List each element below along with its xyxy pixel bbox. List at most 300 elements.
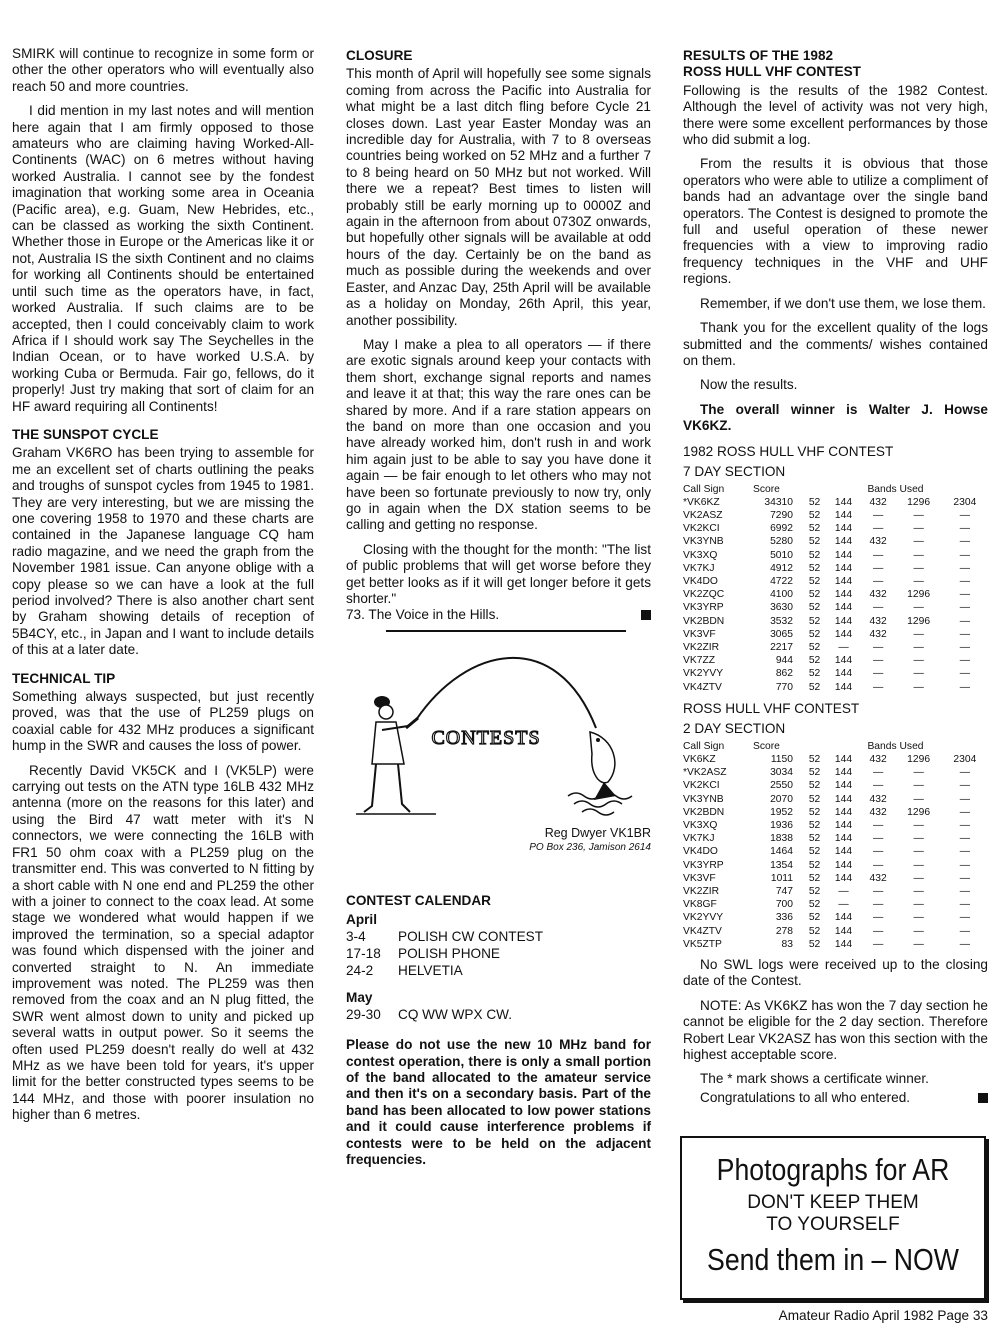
score-cell: 3065 — [770, 628, 793, 640]
band-cell: 144 — [834, 753, 853, 765]
table-row — [683, 681, 988, 694]
band-cell: 52 — [808, 899, 821, 911]
band-cell: — — [959, 668, 971, 680]
band-cell: — — [959, 767, 971, 779]
band-cell: — — [873, 938, 884, 950]
band-cell: 52 — [808, 886, 821, 898]
band-cell: 52 — [808, 536, 821, 548]
call-sign-cell: VK3VF — [683, 628, 716, 640]
contests-label: CONTESTS — [431, 726, 541, 749]
score-cell: 4722 — [770, 575, 793, 587]
calendar-month: May — [346, 990, 373, 1006]
table-row — [683, 793, 988, 806]
column-1 — [12, 46, 314, 1132]
band-cell: 144 — [834, 767, 853, 779]
band-cell: — — [913, 602, 924, 614]
results-table-7-day — [683, 483, 988, 694]
band-cell: 432 — [869, 536, 887, 548]
band-cell: 144 — [834, 938, 853, 950]
score-cell: 83 — [781, 938, 793, 950]
table-row — [683, 859, 988, 872]
calendar-month: April — [346, 912, 377, 928]
band-cell: — — [959, 536, 971, 548]
band-cell: — — [959, 820, 971, 831]
band-cell: 144 — [834, 509, 853, 521]
table-row — [683, 654, 988, 667]
band-cell: 52 — [808, 562, 821, 574]
call-sign-cell: VK4DO — [683, 575, 718, 587]
band-cell: 144 — [834, 925, 853, 937]
band-cell: 144 — [834, 562, 853, 574]
band-cell: — — [913, 859, 924, 871]
band-cell: — — [913, 523, 924, 535]
band-cell: — — [873, 655, 884, 667]
table-row — [683, 779, 988, 792]
band-cell: — — [913, 767, 924, 779]
paragraph: NOTE: As VK6KZ has won the 7 day section he cannot be eligible for the 2 day section. Therefore Robert Lear VK2ASZ has won this section with the highest acceptable score. — [683, 997, 988, 1063]
band-cell: 144 — [834, 549, 853, 561]
band-cell: 52 — [808, 767, 821, 779]
band-cell: — — [873, 846, 884, 858]
score-cell: 700 — [775, 899, 793, 911]
band-cell: — — [913, 681, 924, 693]
band-cell: — — [913, 886, 924, 898]
band-cell: — — [873, 562, 884, 574]
calendar-dates: 3-4 — [346, 929, 366, 945]
band-cell: — — [913, 509, 924, 521]
band-cell: — — [913, 925, 924, 937]
divider — [386, 630, 626, 632]
band-cell: 1296 — [907, 496, 931, 508]
score-cell: 1952 — [770, 806, 793, 818]
paragraph: The * mark shows a certificate winner. — [700, 1071, 929, 1087]
band-cell: 1296 — [907, 753, 931, 765]
band-cell: 432 — [869, 628, 887, 640]
band-cell: — — [873, 641, 884, 653]
fisherman-drawing — [346, 636, 651, 826]
table-row — [683, 885, 988, 898]
band-cell: 52 — [808, 806, 821, 818]
band-cell: — — [873, 859, 884, 871]
paragraph: Graham VK6RO has been trying to assemble for me an excellent set of charts outlining the peaks and troughs of sunspot cycles from 1945 to 1981. They are very interesting, but we are missing the one covering 1958 to 1970 and these charts are contained in the Japanese language CQ ham radio magazine, and we need the graph from the November 1981 issue. Can anyone oblige with a copy please so we can have a look at the full period involved? There is also another chart sent by Graham showing details of reception of 5B4CY, etc., in Japan and I want to include details of this at a later date. — [12, 445, 314, 658]
table-row — [683, 562, 988, 575]
table-row — [683, 753, 988, 766]
band-cell: 52 — [808, 496, 821, 508]
band-cell: 52 — [808, 681, 821, 693]
section-heading-closure: CLOSURE — [346, 48, 413, 63]
paragraph: Closing with the thought for the month: "The list of public problems that will get worse before they get better looks as if it will get longer before it gets shorter." — [346, 541, 651, 606]
band-cell: 2304 — [953, 496, 977, 508]
calendar-dates: 29-30 — [346, 1007, 381, 1023]
paragraph: No SWL logs were received up to the closing date of the Contest. — [683, 957, 988, 989]
advert-line: TO YOURSELF — [766, 1214, 900, 1235]
call-sign-cell: VK2KCI — [683, 523, 720, 535]
advert-headline: Photographs for AR — [716, 1152, 950, 1187]
results-heading-line1: RESULTS OF THE 1982 — [683, 48, 834, 63]
score-cell: 4912 — [770, 562, 793, 574]
table-header-row — [683, 483, 988, 496]
band-cell: — — [838, 899, 849, 911]
call-sign-cell: VK3YNB — [683, 536, 724, 548]
column-2 — [346, 46, 651, 1176]
band-cell: 52 — [808, 641, 821, 653]
band-cell: 52 — [808, 912, 821, 924]
band-cell: 52 — [808, 628, 821, 640]
band-cell: 1296 — [907, 615, 931, 627]
score-cell: 5280 — [770, 536, 793, 548]
table-row — [683, 615, 988, 628]
score-cell: 1354 — [770, 859, 793, 871]
band-cell: 144 — [834, 780, 853, 792]
table-row — [683, 535, 988, 548]
call-sign-cell: VK8GF — [683, 899, 717, 911]
band-cell: 144 — [834, 496, 853, 508]
score-cell: 2550 — [770, 780, 793, 792]
table-row — [683, 509, 988, 522]
table-title: ROSS HULL VHF CONTEST — [683, 700, 860, 716]
table-row — [683, 938, 988, 951]
score-cell: 2070 — [770, 793, 793, 805]
table-row — [683, 496, 988, 509]
band-cell: — — [913, 912, 924, 924]
band-cell: 432 — [869, 496, 887, 508]
calendar-event: POLISH PHONE — [398, 946, 500, 962]
table-row — [683, 766, 988, 779]
table-subtitle: 2 DAY SECTION — [683, 720, 786, 736]
call-sign-cell: VK3XQ — [683, 820, 718, 831]
band-cell: — — [873, 549, 884, 561]
table-subtitle: 7 DAY SECTION — [683, 463, 786, 479]
score-cell: 1011 — [770, 872, 793, 884]
band-cell: — — [959, 509, 971, 521]
band-cell: 144 — [834, 872, 853, 884]
photographs-advert — [680, 1136, 986, 1300]
band-cell: — — [959, 872, 971, 884]
band-cell: 52 — [808, 615, 821, 627]
paragraph: Following is the results of the 1982 Contest. Although the level of activity was not very high, there were some excellent performances by those who did submit a log. — [683, 82, 988, 148]
calendar-row — [346, 928, 651, 945]
band-cell: 52 — [808, 925, 821, 937]
band-cell: — — [959, 925, 971, 937]
column-3 — [683, 46, 988, 1114]
band-cell: — — [873, 833, 884, 845]
band-cell: — — [959, 833, 971, 845]
band-cell: 432 — [869, 872, 887, 884]
call-sign-cell: VK2BDN — [683, 806, 725, 818]
band-cell: 52 — [808, 793, 821, 805]
calendar-event: POLISH CW CONTEST — [398, 929, 544, 945]
paragraph: May I make a plea to all operators — if there are exotic signals around keep your contacts with them short, exchange signal reports and names and leave it at that; this way the rare ones can be shared by more. And if a rare station appears on the band on more than one occasion and you have already worked him, don't rush in and work him again just to be able to say you have done it again — be fair enough to let others who may not have been so fortunate previously to now try, only go in again when the DX station seems to be calling and getting no response. — [346, 336, 651, 533]
calendar-row — [346, 1006, 651, 1023]
calendar-event: HELVETIA — [398, 963, 463, 979]
paragraph: Thank you for the excellent quality of the logs submitted and the comments/ wishes contained on them. — [683, 320, 988, 368]
band-cell: 432 — [869, 793, 887, 805]
calendar-dates: 24-2 — [346, 963, 374, 979]
section-heading-calendar: CONTEST CALENDAR — [346, 892, 491, 908]
band-cell: — — [873, 602, 884, 614]
call-sign-cell: VK4DO — [683, 846, 718, 858]
band-cell: — — [873, 767, 884, 779]
band-cell: — — [959, 846, 971, 858]
table-row — [683, 628, 988, 641]
advert-line: DON'T KEEP THEM — [747, 1192, 919, 1213]
band-cell: 1296 — [907, 806, 931, 818]
table-row — [683, 641, 988, 654]
call-sign-cell: VK4ZTV — [683, 681, 722, 693]
table-header-row — [683, 740, 988, 753]
band-cell: 144 — [834, 681, 853, 693]
band-cell: — — [873, 681, 884, 693]
band-cell: 144 — [834, 536, 853, 548]
score-cell: 770 — [775, 681, 793, 693]
band-cell: 144 — [834, 833, 853, 845]
call-sign-cell: VK3YRP — [683, 859, 724, 871]
table-row — [683, 819, 988, 832]
call-sign-cell: VK3VF — [683, 872, 716, 884]
band-cell: 52 — [808, 589, 821, 601]
table-title: 1982 ROSS HULL VHF CONTEST — [683, 443, 894, 459]
band-cell: 1296 — [907, 589, 931, 601]
band-cell: 52 — [808, 859, 821, 871]
results-table-2-day — [683, 740, 988, 951]
band-cell: — — [913, 628, 924, 640]
band-cell: — — [873, 912, 884, 924]
call-sign-cell: *VK2ASZ — [683, 767, 727, 779]
band-cell: 52 — [808, 780, 821, 792]
table-row — [683, 845, 988, 858]
score-cell: 4100 — [770, 589, 793, 601]
table-row — [683, 522, 988, 535]
band-cell: — — [959, 793, 971, 805]
score-cell: 2217 — [770, 641, 793, 653]
band-cell: — — [959, 938, 971, 950]
score-cell: 1150 — [770, 753, 793, 765]
call-sign-cell: VK2YVY — [683, 912, 724, 924]
call-sign-cell: VK3YRP — [683, 602, 724, 614]
band-cell: — — [959, 641, 971, 653]
band-cell: 144 — [834, 859, 853, 871]
band-cell: 144 — [834, 846, 853, 858]
band-cell: — — [913, 899, 924, 911]
header-call-sign: Call Sign — [683, 483, 725, 495]
call-sign-cell: VK2ZQC — [683, 589, 725, 601]
band-cell: — — [873, 575, 884, 587]
band-cell: 52 — [808, 753, 821, 765]
band-cell: — — [959, 859, 971, 871]
page-footer: Amateur Radio April 1982 Page 33 — [778, 1308, 988, 1323]
score-cell: 1936 — [770, 820, 793, 831]
band-cell: 52 — [808, 820, 821, 831]
header-call-sign: Call Sign — [683, 740, 725, 752]
call-sign-cell: VK5ZTP — [683, 938, 722, 950]
table-row — [683, 911, 988, 924]
paragraph: I did mention in my last notes and will mention here again that I am firmly opposed to those amateurs who are claiming having Worked-All-Continents (WAC) on 6 metres without having worked Australia. I cannot see by the fondest imagination that working some area in Oceania (Pacific area), e.g. Guam, New Hebrides, etc., can be classed as working the sixth Continent. Whether those in Europe or the Americas like it or not, Australia IS the sixth Continent and no claims for working all Continents should be entertained until such time as the operators have, in fact, worked Australia. If such claims are to be accepted, then I could conceivably claim to work Africa if I should work say The Seychelles in the Indian Ocean, or to have worked U.S.A. by working Cuba or Bermuda. Fair go, fellows, do it properly! Just try making that sort of claim for an HF award requiring all Continents! — [12, 103, 314, 414]
band-cell: — — [838, 641, 849, 653]
calendar-row — [346, 962, 651, 979]
closing-line — [683, 1090, 988, 1106]
band-cell: — — [959, 912, 971, 924]
band-cell: — — [913, 575, 924, 587]
score-cell: 862 — [775, 668, 793, 680]
band-cell: 52 — [808, 575, 821, 587]
band-cell: — — [913, 820, 924, 831]
table-row — [683, 925, 988, 938]
score-cell: 7290 — [770, 509, 793, 521]
table-row — [683, 872, 988, 885]
signoff-text: 73. The Voice in the Hills. — [346, 607, 500, 623]
band-cell: 144 — [834, 628, 853, 640]
band-cell: — — [959, 523, 971, 535]
band-cell: 52 — [808, 523, 821, 535]
band-cell: 432 — [869, 753, 887, 765]
illustration-credit: Reg Dwyer VK1BR — [544, 825, 651, 840]
band-cell: — — [959, 628, 971, 640]
score-cell: 6992 — [770, 523, 793, 535]
call-sign-cell: VK2ZIR — [683, 886, 720, 898]
band-cell: 144 — [834, 602, 853, 614]
band-cell: — — [873, 820, 884, 831]
calendar-dates: 17-18 — [346, 946, 381, 962]
table-row — [683, 667, 988, 680]
band-cell: — — [959, 886, 971, 898]
end-mark-icon — [641, 610, 651, 620]
score-cell: 336 — [775, 912, 793, 924]
band-cell: 144 — [834, 589, 853, 601]
results-heading-line2: ROSS HULL VHF CONTEST — [683, 64, 861, 80]
band-cell: — — [913, 846, 924, 858]
band-cell: — — [873, 886, 884, 898]
band-cell: 144 — [834, 668, 853, 680]
table-row — [683, 601, 988, 614]
table-row — [683, 588, 988, 601]
advert-call-to-action: Send them in – NOW — [707, 1242, 959, 1277]
score-cell: 278 — [775, 925, 793, 937]
band-cell: — — [959, 602, 971, 614]
call-sign-cell: VK2BDN — [683, 615, 725, 627]
table-body — [683, 496, 988, 694]
band-cell: — — [959, 655, 971, 667]
call-sign-cell: VK2ZIR — [683, 641, 720, 653]
band-cell: — — [913, 780, 924, 792]
band-cell: — — [959, 806, 971, 818]
band-cell: 144 — [834, 575, 853, 587]
header-bands-used: Bands Used — [867, 740, 924, 752]
call-sign-cell: VK3XQ — [683, 549, 718, 561]
band-cell: — — [913, 833, 924, 845]
band-cell: — — [959, 681, 971, 693]
table-body — [683, 753, 988, 951]
call-sign-cell: VK3YNB — [683, 793, 724, 805]
call-sign-cell: VK7KJ — [683, 833, 715, 845]
band-cell: — — [959, 589, 971, 601]
score-cell: 747 — [775, 886, 793, 898]
paragraph: Recently David VK5CK and I (VK5LP) were carrying out tests on the ATN type 16LB 432 MHz antenna (more on the reasons for this later) and using the Bird 47 watt meter with it's N connectors, we were connecting the 16LB with FR1 50 ohm coax with a PL259 plug on the transmitter end. This was converted to N fitting by a short cable with N one end and PL259 the other with a joiner to connect to the coax lead. At some stage we wondered what would happen if we improved the termination, so a special adaptor was found which dispensed with the joiner and converted straight to N. An immediate improvement was noted. The PL259 was then removed from the coax and an N plug fitted, the SWR went almost down to unity and picked up several watts in output power. So it seems the often used PL259 doesn't really do well at 432 MHz as we have been told for years, it's upper limit for the better constructed types seems to be 144 MHz, and those with poorer insulation no higher than 6 metres. — [12, 762, 314, 1123]
band-cell: — — [959, 899, 971, 911]
header-score: Score — [753, 740, 780, 752]
band-cell: 144 — [834, 615, 853, 627]
band-cell: 52 — [808, 549, 821, 561]
score-cell: 34310 — [764, 496, 793, 508]
call-sign-cell: VK2KCI — [683, 780, 720, 792]
band-cell: 52 — [808, 833, 821, 845]
band-cell: — — [959, 549, 971, 561]
band-cell: — — [838, 886, 849, 898]
score-cell: 3034 — [770, 767, 793, 779]
band-cell: 52 — [808, 846, 821, 858]
table-row — [683, 806, 988, 819]
paragraph: This month of April will hopefully see some signals coming from across the Pacific into Australia for what might be a last ditch fling before Cycle 21 closes down. Last year Easter Monday was an incredible day for Australia, with 7 to 8 overseas countries being worked on 52 MHz and a further 7 to 8 being heard on 50 MHz but not worked. Will there we a repeat? Best times to listen will probably still be early morning up to 0000Z and again in the afternoon from about 0730Z onwards, but hopefully other signals will be available at odd hours of the day. Certainly be on the band as much as possible during the weekends and over Easter, and Anzac Day, 25th April will be available as a holiday on Monday, 26th April, this year, another possibility. — [346, 66, 651, 328]
paragraph: Now the results. — [700, 377, 798, 393]
band-cell: — — [959, 562, 971, 574]
end-mark-icon — [978, 1093, 988, 1103]
band-cell: 432 — [869, 615, 887, 627]
paragraph: Something always suspected, but just recently proved, was that the use of PL259 plugs on coaxial cable for 432 MHz produces a significant hump in the SWR and causes the loss of power. — [12, 689, 314, 754]
band-cell: — — [873, 899, 884, 911]
paragraph: Remember, if we don't use them, we lose them. — [700, 295, 986, 311]
header-score: Score — [753, 483, 780, 495]
call-sign-cell: *VK6KZ — [683, 496, 720, 508]
call-sign-cell: VK2YVY — [683, 668, 724, 680]
band-cell: — — [873, 668, 884, 680]
calendar-event: CQ WW WPX CW. — [398, 1007, 513, 1023]
table-row — [683, 832, 988, 845]
score-cell: 5010 — [770, 549, 793, 561]
band-cell: — — [913, 536, 924, 548]
band-cell: — — [913, 938, 924, 950]
call-sign-cell: VK7KJ — [683, 562, 715, 574]
fisherman-illustration — [346, 636, 651, 826]
illustration-address: PO Box 236, Jamison 2614 — [529, 841, 651, 853]
band-cell: — — [959, 615, 971, 627]
band-cell: 144 — [834, 523, 853, 535]
band-cell: 52 — [808, 872, 821, 884]
contest-calendar — [346, 911, 651, 1023]
section-heading-technical: TECHNICAL TIP — [12, 670, 116, 686]
signoff — [346, 607, 651, 623]
band-cell: 432 — [869, 806, 887, 818]
band-cell: 432 — [869, 589, 887, 601]
band-cell: 144 — [834, 912, 853, 924]
band-cell: 52 — [808, 938, 821, 950]
call-sign-cell: VK2ASZ — [683, 509, 723, 521]
call-sign-cell: VK4ZTV — [683, 925, 722, 937]
band-cell: — — [913, 549, 924, 561]
section-heading-sunspot: THE SUNSPOT CYCLE — [12, 426, 159, 442]
band-cell: 144 — [834, 655, 853, 667]
band-cell: — — [913, 872, 924, 884]
score-cell: 3630 — [770, 602, 793, 614]
score-cell: 1838 — [770, 833, 793, 845]
table-row — [683, 898, 988, 911]
band-cell: 52 — [808, 655, 821, 667]
paragraph: SMIRK will continue to recognize in some form or other the other operators who will eventually also reach 50 and more countries. — [12, 46, 314, 94]
band-cell: — — [913, 562, 924, 574]
score-cell: 944 — [775, 655, 793, 667]
band-cell: — — [873, 523, 884, 535]
score-cell: 3532 — [770, 615, 793, 627]
band-cell: 144 — [834, 793, 853, 805]
paragraph: From the results it is obvious that those operators who were able to utilize a compliment of bands had an advantage over the single band operators. The Contest is designed to promote the full and useful operation of these newer frequencies with a view to improving radio frequency techniques in the VHF and UHF regions. — [683, 156, 988, 287]
winner-paragraph: The overall winner is Walter J. Howse VK6KZ. — [683, 401, 988, 434]
band-cell: — — [873, 509, 884, 521]
band-cell: — — [873, 780, 884, 792]
band-cell: 144 — [834, 820, 853, 831]
band-cell: — — [913, 668, 924, 680]
band-cell: 144 — [834, 806, 853, 818]
score-cell: 1464 — [770, 846, 793, 858]
closing-text: Congratulations to all who entered. — [700, 1089, 911, 1105]
band-cell: — — [959, 780, 971, 792]
